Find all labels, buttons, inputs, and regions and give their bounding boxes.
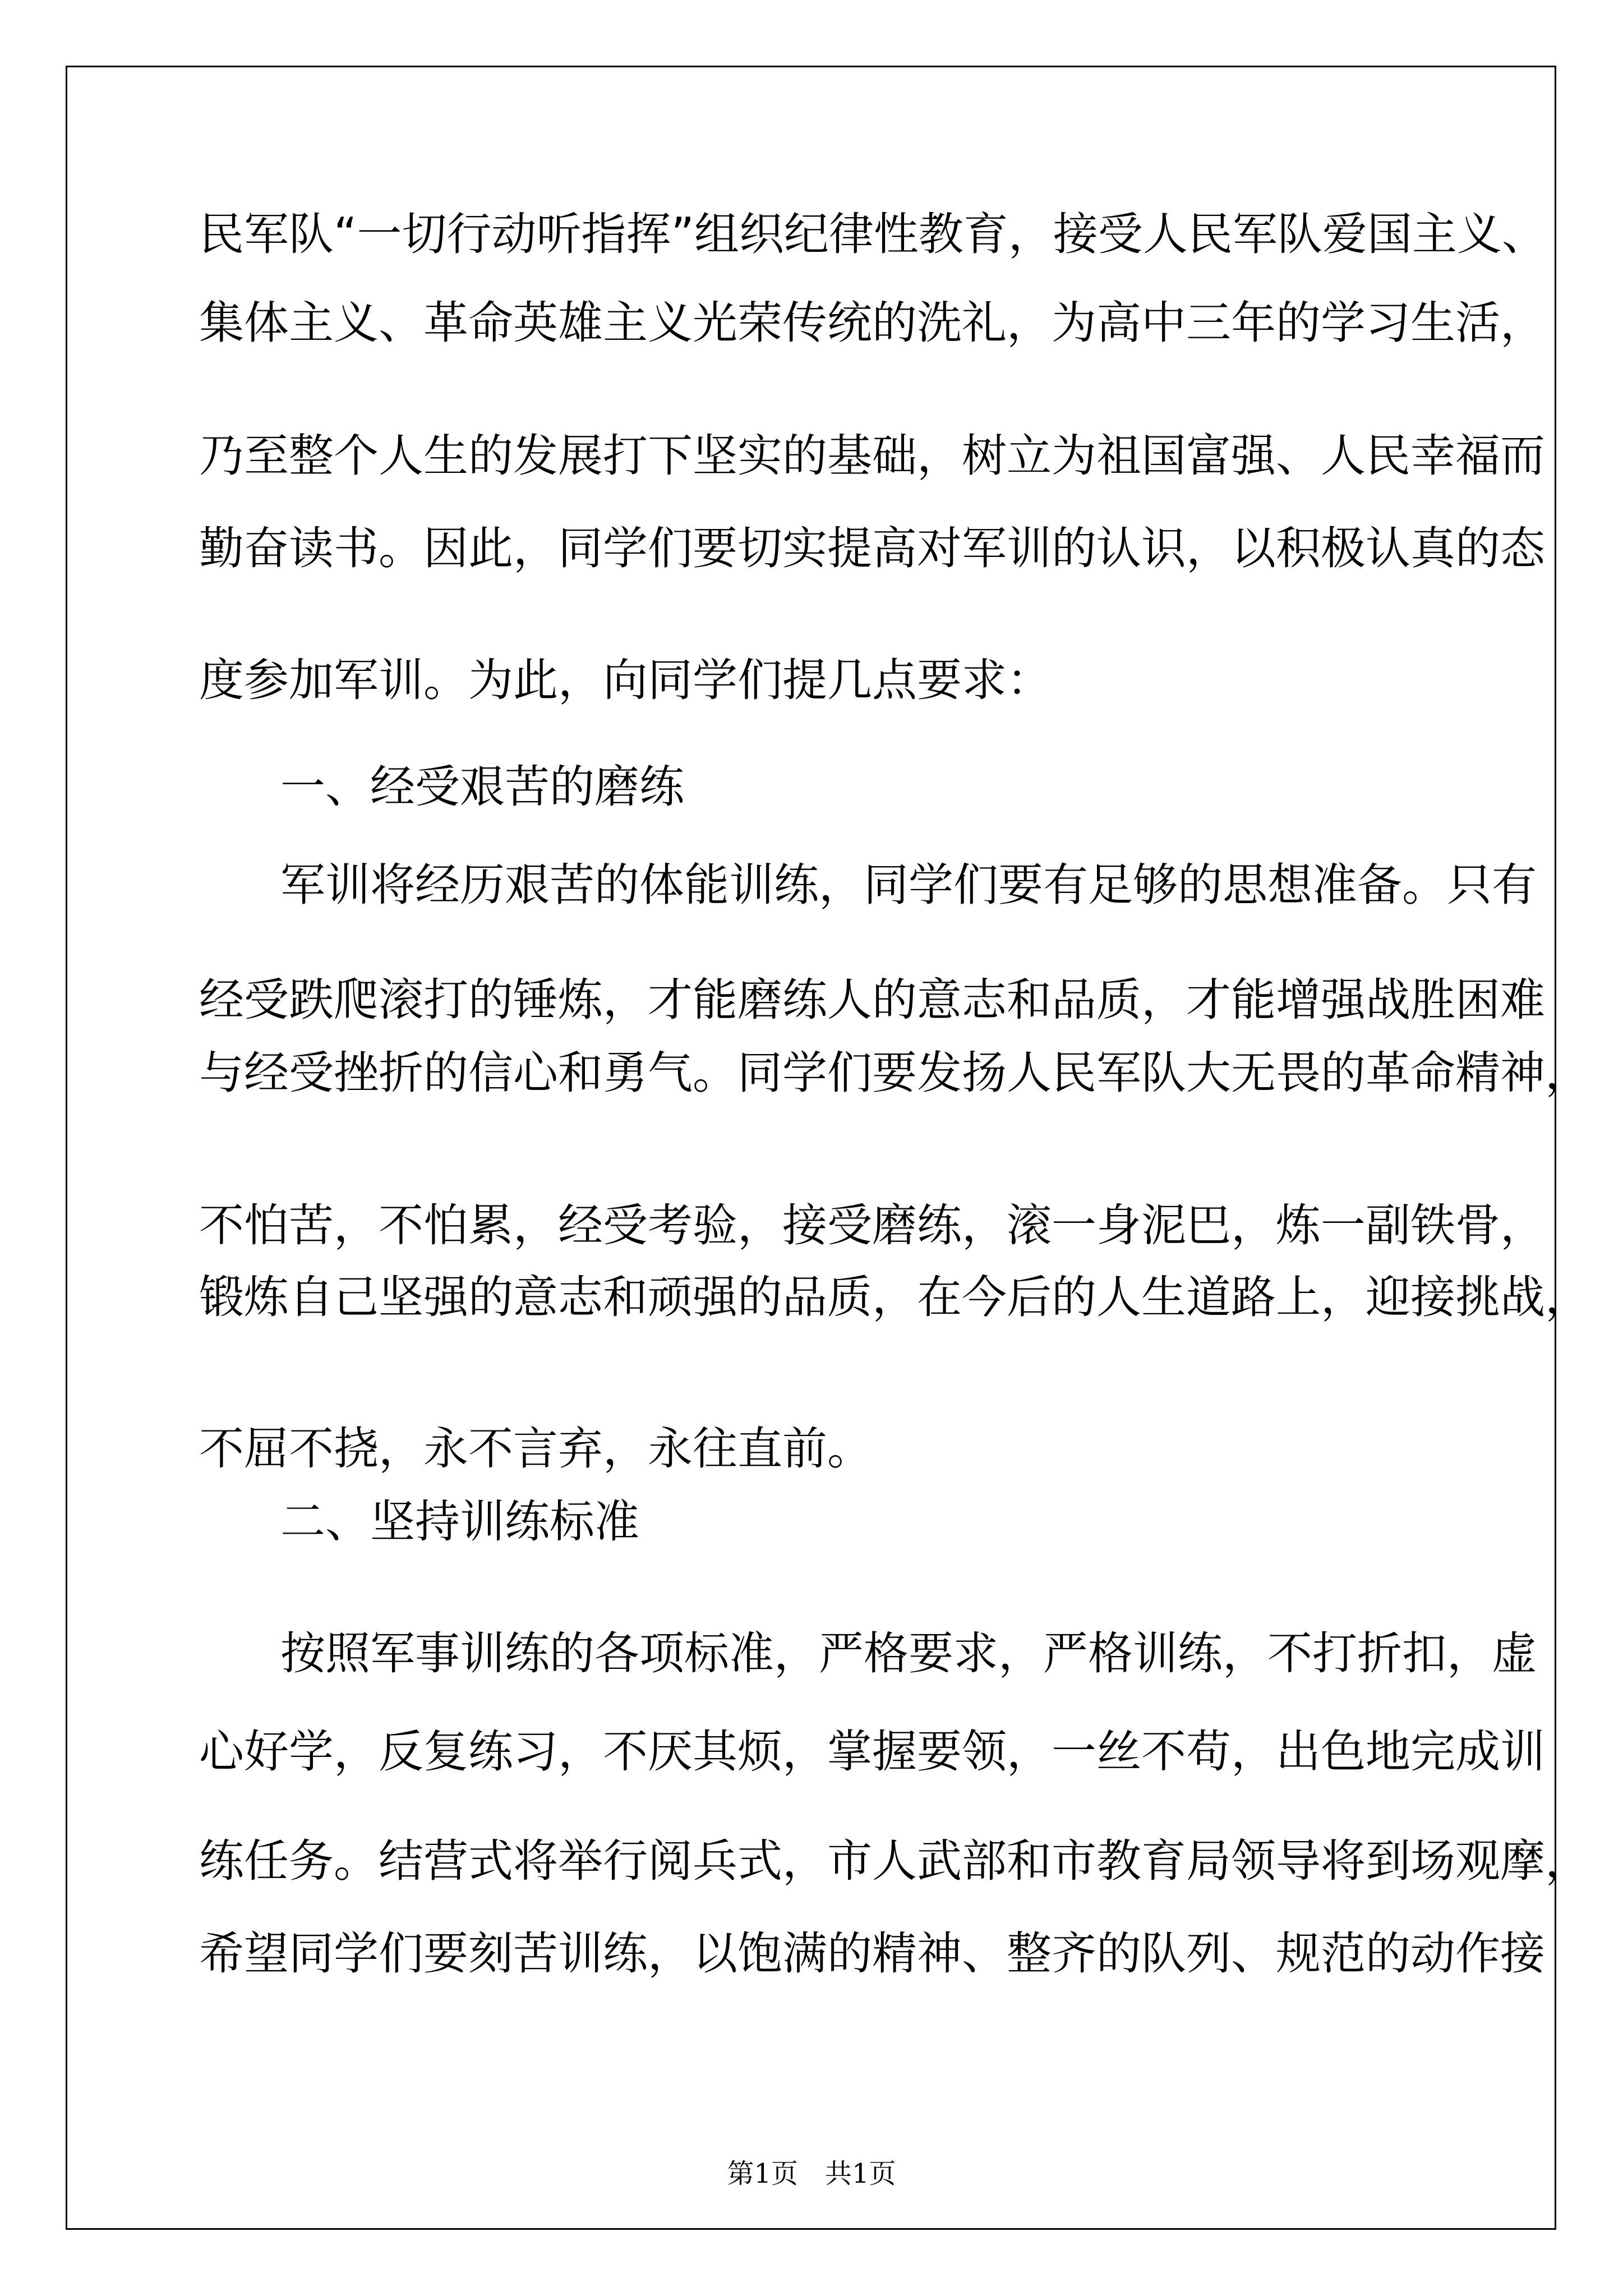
page-border (66, 66, 1556, 2230)
text-line: 练任务。结营式将举行阅兵式，市人武部和市教育局领导将到场观摩， (199, 1835, 1590, 1887)
text-line: 锻炼自己坚强的意志和顽强的品质，在今后的人生道路上，迎接挑战， (199, 1271, 1590, 1323)
text-line: 勤奋读书。因此，同学们要切实提高对军训的认识，以积极认真的态 (199, 522, 1545, 574)
page-footer: 第1页 共1页 (727, 2158, 896, 2189)
text-line: 民军队“一切行动听指挥”组织纪律性教育，接受人民军队爱国主义、 (199, 208, 1547, 260)
text-line: 与经受挫折的信心和勇气。同学们要发扬人民军队大无畏的革命精神， (199, 1047, 1590, 1099)
text-line: 经受跌爬滚打的锤炼，才能磨练人的意志和品质，才能增强战胜困难 (199, 974, 1545, 1026)
text-line: 乃至整个人生的发展打下坚实的基础，树立为祖国富强、人民幸福而 (199, 430, 1545, 482)
text-line: 不屈不挠，永不言弃，永往直前。 (199, 1423, 872, 1475)
text-line: 度参加军训。为此，向同学们提几点要求： (199, 654, 1052, 706)
text-line: 心好学，反复练习，不厌其烦，掌握要领，一丝不苟，出色地完成训 (199, 1726, 1545, 1778)
text-line: 希望同学们要刻苦训练，以饱满的精神、整齐的队列、规范的动作接 (199, 1927, 1545, 1980)
section-heading: 一、经受艰苦的磨练 (280, 761, 684, 813)
text-line: 集体主义、革命英雄主义光荣传统的洗礼，为高中三年的学习生活， (199, 297, 1545, 349)
section-heading: 二、坚持训练标准 (280, 1496, 639, 1548)
text-line: 军训将经历艰苦的体能训练，同学们要有足够的思想准备。只有 (280, 859, 1537, 911)
text-line: 不怕苦，不怕累，经受考验，接受磨练，滚一身泥巴，炼一副铁骨， (199, 1199, 1545, 1251)
text-line: 按照军事训练的各项标准，严格要求，严格训练，不打折扣，虚 (280, 1627, 1537, 1680)
